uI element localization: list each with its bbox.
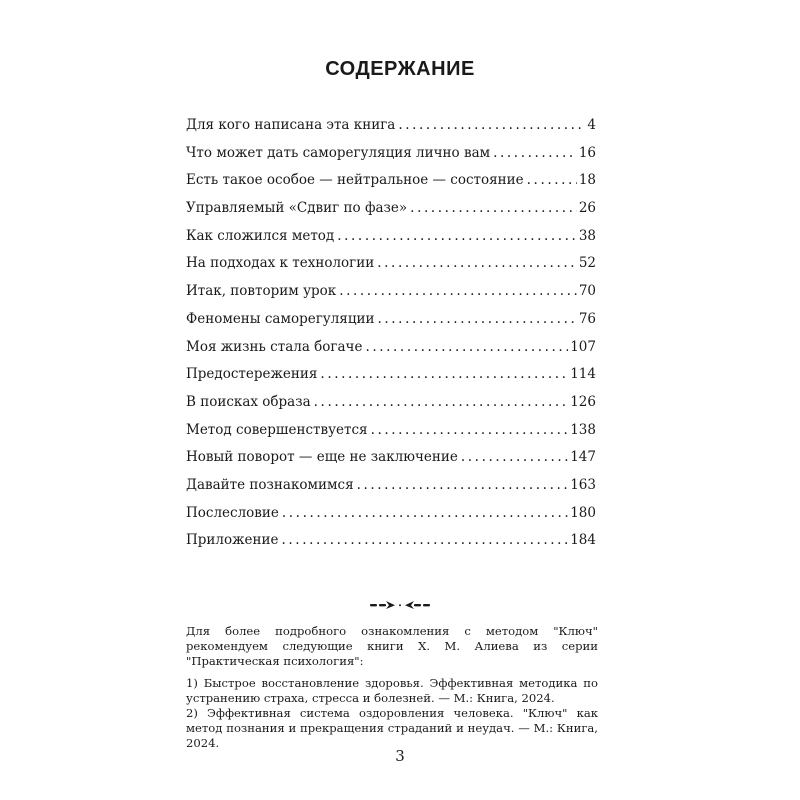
dot-leader — [527, 172, 577, 188]
toc-entry-title: На подходах к технологии — [186, 255, 375, 272]
toc-entry — [186, 228, 596, 256]
dot-leader — [410, 200, 577, 216]
dot-leader — [320, 366, 568, 382]
toc-entry — [186, 394, 596, 422]
dot-leader — [365, 339, 568, 355]
toc-entry-page: 126 — [570, 393, 596, 410]
dot-leader — [493, 145, 577, 161]
dot-leader — [378, 311, 577, 327]
dot-leader — [337, 228, 577, 244]
note-book-1: 1) Быстрое восстановление здоровья. Эффективная методика по устранению страха, стресса и болезней. — М.: Книга, 2024. — [186, 676, 598, 705]
dot-leader — [282, 532, 569, 548]
dot-leader — [282, 505, 568, 521]
page-title: СОДЕРЖАНИЕ — [325, 58, 475, 80]
toc-entry-page: 26 — [578, 200, 596, 217]
toc-entry-page: 4 — [587, 117, 596, 133]
toc-entry-page: 163 — [570, 476, 596, 493]
toc-entry-title: Как сложился метод — [186, 227, 335, 244]
toc-entry-page: 52 — [578, 255, 596, 272]
toc-entry — [186, 283, 596, 311]
toc-entry-page: 16 — [578, 144, 596, 161]
toc-entry-title: Приложение — [186, 532, 279, 549]
toc-entry-page: 138 — [570, 421, 596, 438]
toc-entry — [186, 505, 596, 533]
toc-entry-page: 107 — [570, 338, 596, 355]
toc-entry-page: 147 — [570, 449, 596, 466]
recommendation-note — [186, 624, 598, 751]
toc-entry-page: 180 — [570, 504, 596, 521]
toc-entry-title: Новый поворот — еще не заключение — [186, 449, 458, 466]
toc-entry-page: 184 — [570, 532, 596, 549]
toc-entry — [186, 477, 596, 505]
toc-entry-page: 76 — [578, 310, 596, 327]
toc-entry-page: 18 — [578, 172, 596, 189]
dot-leader — [461, 449, 568, 465]
toc-entry-title: Давайте познакомимся — [186, 476, 354, 493]
toc-entry-title: Послесловие — [186, 504, 279, 521]
toc-entry-title: Моя жизнь стала богаче — [186, 338, 363, 355]
toc-entry — [186, 117, 596, 145]
dot-leader — [377, 255, 577, 271]
toc-entry-title: Феномены саморегуляции — [186, 310, 375, 327]
toc-entry-title: Метод совершенствуется — [186, 421, 368, 438]
dot-leader — [398, 117, 585, 133]
toc-entry — [186, 200, 596, 228]
toc-entry — [186, 255, 596, 283]
toc-entry — [186, 145, 596, 173]
toc-entry-title: В поисках образа — [186, 393, 311, 410]
toc-entry-page: 70 — [578, 283, 596, 300]
ornament-divider-icon — [0, 596, 800, 615]
toc-entry-title: Что может дать саморегуляция лично вам — [186, 144, 491, 161]
toc-entry — [186, 339, 596, 367]
dot-leader — [314, 394, 569, 410]
dot-leader — [339, 283, 577, 299]
toc-entry-page: 114 — [570, 366, 596, 383]
toc-entry — [186, 422, 596, 450]
toc-entry — [186, 532, 596, 560]
note-intro: Для более подробного ознакомления с методом "Ключ" рекомендуем следующие книги Х. М. Алиева из серии "Практическая психология": — [186, 624, 598, 668]
table-of-contents — [186, 117, 596, 560]
toc-entry — [186, 366, 596, 394]
toc-entry-title: Итак, повторим урок — [186, 283, 337, 300]
toc-entry — [186, 311, 596, 339]
toc-entry-page: 38 — [578, 227, 596, 244]
page-number: 3 — [395, 747, 405, 765]
dot-leader — [371, 422, 569, 438]
dot-leader — [357, 477, 569, 493]
toc-entry — [186, 449, 596, 477]
note-book-2: 2) Эффективная система оздоровления человека. "Ключ" как метод познания и прекращения страданий и неудач. — М.: Книга, 2024. — [186, 706, 598, 750]
toc-entry — [186, 172, 596, 200]
toc-entry-title: Для кого написана эта книга — [186, 117, 396, 133]
toc-entry-title: Есть такое особое — нейтральное — состояние — [186, 172, 524, 189]
toc-entry-title: Предостережения — [186, 366, 318, 383]
toc-entry-title: Управляемый «Сдвиг по фазе» — [186, 200, 408, 217]
